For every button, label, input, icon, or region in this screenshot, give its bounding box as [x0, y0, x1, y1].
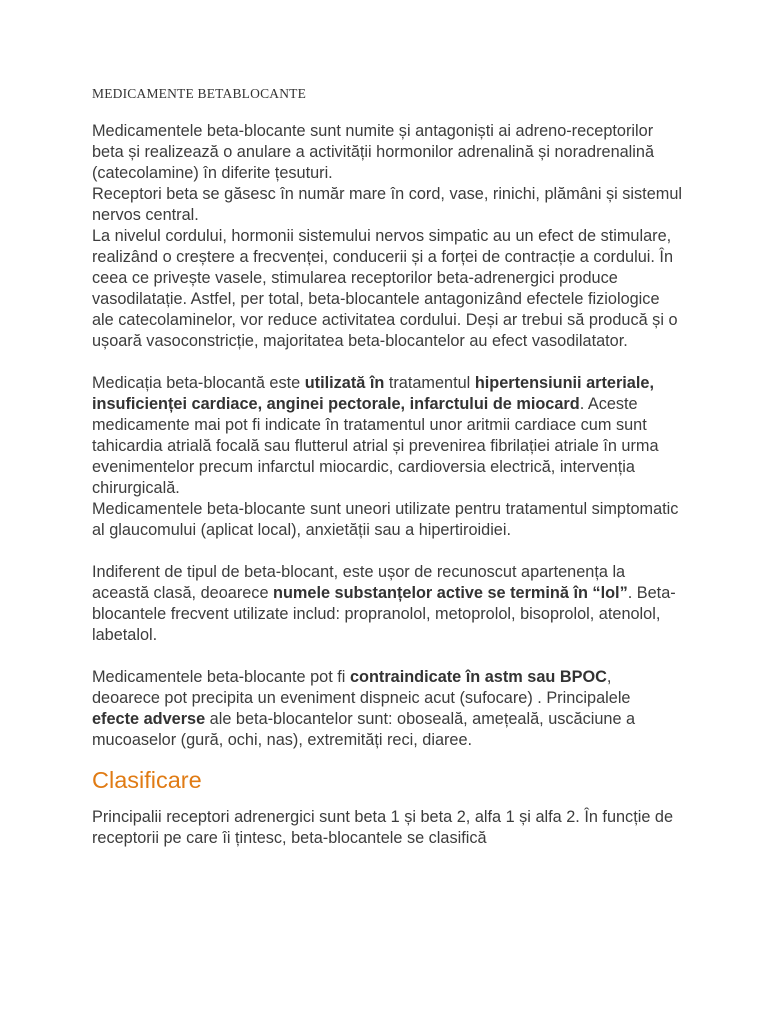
paragraph-classification: Principalii receptori adrenergici sunt beta 1 și beta 2, alfa 1 și alfa 2. În funcție de receptorii pe care îi țintesc, beta-blocantele se clasifică [92, 808, 674, 847]
bold-naming-rule: numele substanțelor active se termină în “lol” [273, 584, 628, 602]
document-body [92, 121, 682, 849]
bold-used-in: utilizată în [304, 374, 385, 392]
paragraph-cardiac-effects: La nivelul cordului, hormonii sistemului nervos simpatic au un efect de stimulare, realizând o creștere a frecvenței, conducerii și a forței de contracție a cordului. În ceea ce privește vasele, stimularea receptorilor beta-adrenergici produce vasodilatație. Astfel, per total, beta-blocantele antagonizând efectele fiziologice ale catecolaminelor, vor reduce activitatea cordului. Deși ar trebui să producă și o ușoară vasoconstricție, majoritatea beta-blocantelor au efect vasodilatator. [92, 227, 678, 350]
section-heading-classification: Clasificare [92, 767, 202, 793]
paragraph-intro: Medicamentele beta-blocante sunt numite și antagoniști ai adreno-receptorilor beta și realizează o anulare a activității hormonilor adrenalină și noradrenalină (catecolamine) în diferite țesuturi. [92, 122, 655, 182]
paragraph-indications: Medicația beta-blocantă este utilizată în tratamentul hipertensiunii arteriale, insuficienței cardiace, anginei pectorale, infarctului de miocard. Aceste medicamente mai pot fi indicate în tratamentul unor aritmii cardiace cum sunt tahicardia atrială focală sau flutterul atrial și prevenirea fibrilației atriale în urma evenimentelor precum infarctul miocardic, cardioversia electrică, intervenția chirurgicală. [92, 374, 659, 497]
paragraph-naming: Indiferent de tipul de beta-blocant, este ușor de recunoscut apartenența la această clasă, deoarece numele substanțelor active se termină în “lol”. Beta-blocantele frecvent utilizate includ: propranolol, metoprolol, bisoprolol, atenolol, labetalol. [92, 563, 676, 644]
bold-adverse-effects: efecte adverse [92, 710, 206, 728]
document-title: MEDICAMENTE BETABLOCANTE [92, 86, 307, 101]
paragraph-other-uses: Medicamentele beta-blocante sunt uneori utilizate pentru tratamentul simptomatic al glaucomului (aplicat local), anxietății sau a hipertiroidiei. [92, 500, 679, 539]
paragraph-contraindications: Medicamentele beta-blocante pot fi contraindicate în astm sau BPOC, deoarece pot precipita un eveniment dispneic acut (sufocare) . Principalele efecte adverse ale beta-blocantelor sunt: oboseală, amețeală, uscăciune a mucoaselor (gură, ochi, nas), extremități reci, diaree. [92, 668, 636, 749]
bold-indications: hipertensiunii arteriale, insuficienței cardiace, anginei pectorale, infarctului de miocard [92, 374, 654, 413]
bold-contraindications: contraindicate în astm sau BPOC [349, 668, 607, 686]
paragraph-receptors: Receptori beta se găsesc în număr mare în cord, vase, rinichi, plămâni și sistemul nervos central. [92, 185, 682, 224]
